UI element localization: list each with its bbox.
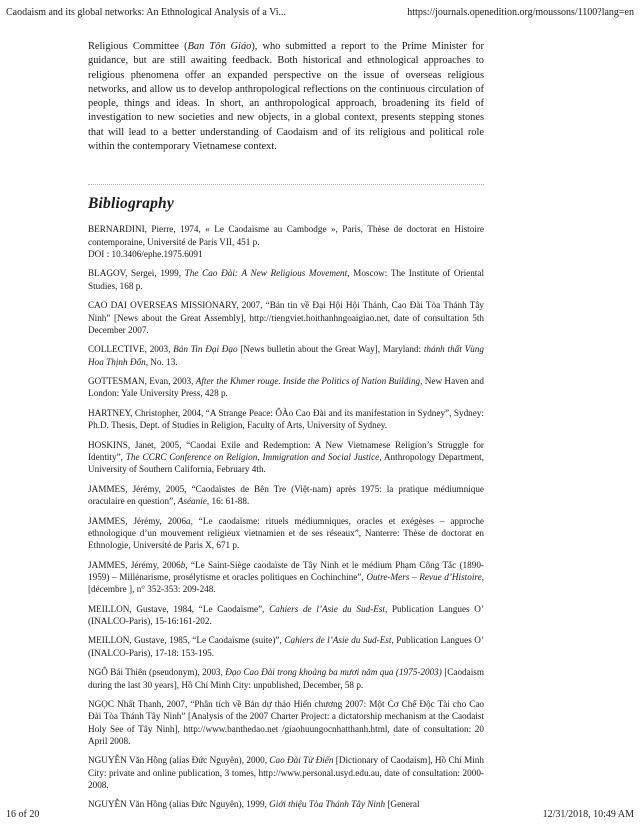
bibliography-entry: HOSKINS, Janet, 2005, “Caodai Exile and Redemption: A New Vietnamese Religion’s Struggle for Identity”, The CCRC Conference on Religion, Immigration and Social Justice, Anthropology Department, University of Southern California, February 4th. bbox=[88, 439, 484, 475]
doi-line: DOI : 10.3406/ephe.1975.6091 bbox=[88, 248, 203, 259]
bibliography-heading: Bibliography bbox=[88, 195, 174, 213]
document-title: Caodaism and its global networks: An Ethnological Analysis of a Vi... bbox=[6, 7, 287, 18]
print-datetime: 12/31/2018, 10:49 AM bbox=[542, 809, 634, 820]
bibliography-entry: MEILLON, Gustave, 1984, “Le Caodaïsme”, Cahiers de l’Asie du Sud-Est, Publication Langues O’ (INALCO-Paris), 15-16:161-202. bbox=[88, 603, 484, 626]
bibliography-entry: NGÔ Bái Thiên (pseudonym), 2003, Đạo Cao Đài trong khoảng ba mươi năm qua (1975-2003) [Caodaism during the last 30 years], Hồ Chí Minh City: unpublished, December, 58 p. bbox=[88, 667, 484, 690]
bibliography-entry: MEILLON, Gustave, 1985, “Le Caodaïsme (suite)”, Cahiers de l’Asie du Sud-Est, Publication Langues O’ (INALCO-Paris), 17-18: 153-195. bbox=[88, 635, 484, 658]
bibliography-entry: BERNARDINI, Pierre, 1974, « Le Caodaïsme au Cambodge », Paris, Thèse de doctorat en Histoire contemporaine, Université de Paris VII, 451 p. DOI : 10.3406/ephe.1975.6091 bbox=[88, 224, 484, 259]
bibliography-entry: CAO DAI OVERSEAS MISSIONARY, 2007, “Bản tin về Đại Hội Hội Thánh, Cao Đài Tòa Thánh Tây Ninh” [News about the Great Assembly], http://tiengviet.hoithanhngoaigiao.net, date of consultation 5th December 2007. bbox=[88, 300, 484, 335]
intro-paragraph: Religious Committee (Ban Tôn Giáo), who submitted a report to the Prime Minister for guidance, but are still awaiting feedback. Both historical and ethnological approaches to religious phenomena offer an expanded perspective on the issue of overseas religious networks, and allow us to develop anthropological reflections on the continuous circulation of people, things and ideas. In short, an anthropological approach, broadening its field of investigation to new societies and new objects, in a global context, presents stepping stones that will lead to a better understanding of Caodaism and of its religious and political role within the contemporary Vietnamese context. bbox=[88, 41, 484, 153]
bibliography-entry: HARTNEY, Christopher, 2004, “A Strange Peace: ÔÀo Cao Đài and its manifestation in Sydney”, Sydney: Ph.D. Thesis, Dept. of Studies in Religion, Faculty of Arts, University of Sydney. bbox=[88, 407, 484, 431]
print-footer bbox=[6, 808, 634, 822]
bibliography-entry: NGỌC Nhất Thanh, 2007, “Phân tích về Bản dự thảo Hiến chương 2007: Một Cơ Chế Độc Tài cho Cao Đài Tòa Thánh Tây Ninh” [Analysis of the 2007 Charter Project: a dictatorship mechanism at the Caodaist Holy See of Tây Ninh], http://www.banthedao.net /giaohuungocnhatthanh.html, date of consultation: 20 April 2008. bbox=[88, 699, 484, 746]
bibliography-list bbox=[88, 223, 484, 810]
bibliography-entry: NGUYỄN Văn Hồng (alias Đức Nguyên), 2000, Cao Đài Từ Điển [Dictionary of Caodaism], Hồ Chí Minh City: private and online publication, 3 tomes, http://www.personal.usyd.edu.au, date of consultation: 2000-2008. bbox=[88, 755, 484, 790]
bibliography-entry: JAMMES, Jérémy, 2006a, “Le caodaïsme: rituels médiumniques, oracles et exégèses – approche ethnologique d’un mouvement religieux vietnamien et de ses réseaux”, Nanterre: Thèse de doctorat en Ethnologie, Université de Paris X, 671 p. bbox=[88, 515, 484, 551]
bibliography-entry: NGUYỄN Văn Hồng (alias Đức Nguyên), 1999, Giới thiệu Tòa Thánh Tây Ninh [General bbox=[88, 799, 420, 810]
bibliography-entry: COLLECTIVE, 2003, Bản Tin Đại Đạo [News bulletin about the Great Way], Maryland: thánh thất Vùng Hoa Thịnh Đốn, No. 13. bbox=[88, 344, 484, 367]
page-url[interactable]: https://journals.openedition.org/moussons/1100?lang=en bbox=[407, 7, 634, 18]
page-number: 16 of 20 bbox=[6, 809, 40, 820]
bibliography-entry: JAMMES, Jérémy, 2005, “Caodaïstes de Bên Tre (Việt-nam) après 1975: la pratique médiumnique oraculaire en question”, Aséanie, 16: 61-88. bbox=[88, 483, 484, 507]
article-content bbox=[88, 40, 484, 818]
bibliography-entry: GOTTESMAN, Evan, 2003, After the Khmer rouge. Inside the Politics of Nation Building, New Haven and London: Yale University Press, 428 p. bbox=[88, 376, 484, 399]
bibliography-entry: JAMMES, Jérémy, 2006b, “Le Saint-Siège caodaïste de Tây Ninh et le médium Phạm Công Tắc (1890-1959) – Millénarisme, prosélytisme et oracles politiques en Cochinchine”, Outre-Mers – Revue d’Histoire, [décembre ], n° 352-353: 209-248. bbox=[88, 559, 484, 595]
bibliography-entry: BLAGOV, Sergei, 1999, The Cao Đài: A New Religious Movement, Moscow: The Institute of Oriental Studies, 168 p. bbox=[88, 268, 484, 291]
print-header bbox=[6, 6, 634, 20]
section-divider bbox=[88, 184, 484, 185]
